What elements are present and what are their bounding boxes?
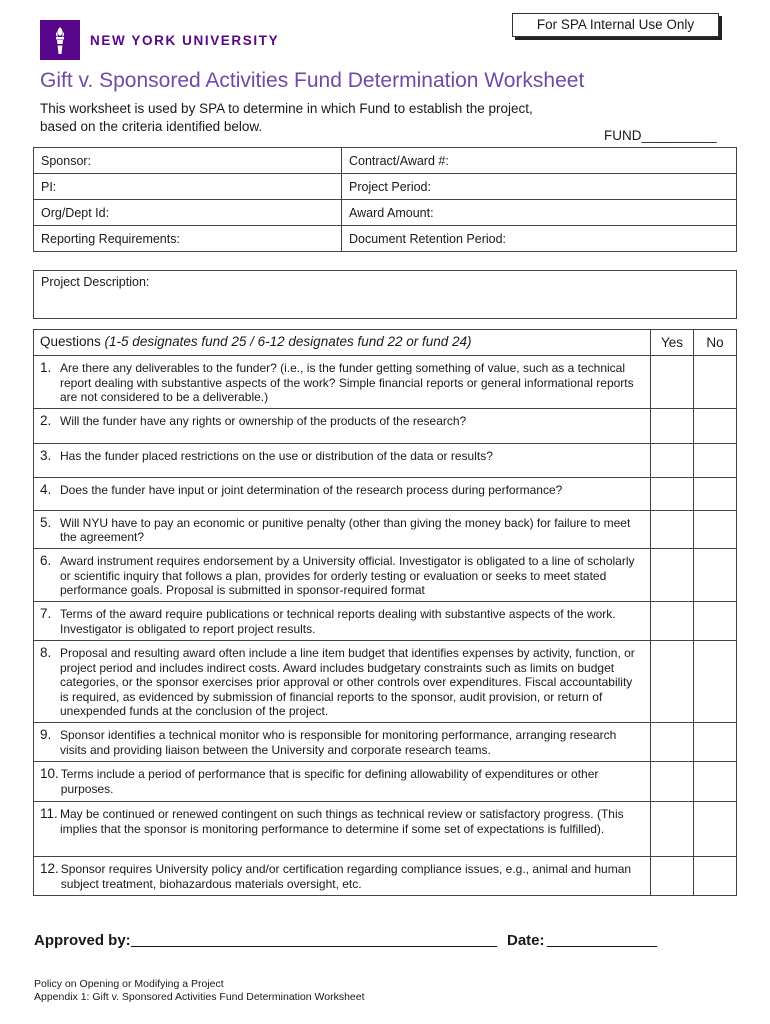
project-period-field[interactable]: Project Period:: [342, 174, 737, 200]
questions-table: [33, 329, 737, 896]
question-number: 8.: [40, 644, 52, 660]
no-checkbox[interactable]: [694, 601, 737, 640]
question-row: [34, 722, 737, 761]
question-text: Will the funder have any rights or ownership of the products of the research?: [60, 413, 467, 428]
footer-line-2: Appendix 1: Gift v. Sponsored Activities Fund Determination Worksheet: [34, 990, 365, 1003]
question-number: 6.: [40, 552, 52, 568]
question-number: 10.: [40, 765, 59, 781]
yes-checkbox[interactable]: [651, 801, 694, 856]
no-checkbox[interactable]: [694, 548, 737, 601]
question-text: Has the funder placed restrictions on the use or distribution of the data or results?: [60, 448, 493, 463]
info-row: [34, 200, 737, 226]
question-number: 1.: [40, 360, 52, 375]
question-number: 3.: [40, 447, 52, 463]
question-text: Will NYU have to pay an economic or punitive penalty (other than giving the money back) for failure to meet the agreement?: [60, 515, 631, 545]
project-info-table: [33, 147, 737, 252]
yes-checkbox[interactable]: [651, 510, 694, 548]
no-checkbox[interactable]: [694, 761, 737, 801]
no-header: No: [694, 330, 737, 356]
question-text: Are there any deliverables to the funder? (i.e., is the funder getting something of value, such as a technical report dealing with substantive aspects of the work? Simple financial reports or general informational reports are not considered to be a deliverable.): [60, 361, 634, 405]
question-number: 4.: [40, 481, 52, 497]
project-description-field[interactable]: [33, 270, 737, 319]
pi-field[interactable]: PI:: [34, 174, 342, 200]
question-row: [34, 477, 737, 510]
no-checkbox[interactable]: [694, 801, 737, 856]
org-dept-field[interactable]: Org/Dept Id:: [34, 200, 342, 226]
intro-text: This worksheet is used by SPA to determine in which Fund to establish the project, based on the criteria identified below.: [40, 101, 533, 134]
internal-use-badge: For SPA Internal Use Only: [512, 13, 719, 37]
no-checkbox[interactable]: [694, 356, 737, 409]
no-checkbox[interactable]: [694, 510, 737, 548]
yes-checkbox[interactable]: [651, 722, 694, 761]
question-row: [34, 408, 737, 443]
no-checkbox[interactable]: [694, 477, 737, 510]
no-checkbox[interactable]: [694, 640, 737, 722]
page-footer: [34, 978, 365, 1003]
date-field[interactable]: [547, 946, 657, 947]
project-description-label: Project Description:: [41, 275, 150, 289]
question-row: [34, 443, 737, 477]
question-number: 11.: [40, 805, 58, 821]
university-name: NEW YORK UNIVERSITY: [90, 33, 280, 48]
no-checkbox[interactable]: [694, 856, 737, 895]
nyu-logo: [40, 20, 80, 60]
contract-award-field[interactable]: Contract/Award #:: [342, 148, 737, 174]
yes-checkbox[interactable]: [651, 443, 694, 477]
question-row: [34, 640, 737, 722]
yes-checkbox[interactable]: [651, 640, 694, 722]
question-text: Does the funder have input or joint determination of the research process during performance?: [60, 482, 563, 497]
questions-label: Questions: [40, 334, 105, 350]
info-row: [34, 226, 737, 252]
yes-checkbox[interactable]: [651, 548, 694, 601]
page-title: Gift v. Sponsored Activities Fund Determination Worksheet: [40, 69, 585, 92]
yes-checkbox[interactable]: [651, 856, 694, 895]
question-text: Sponsor identifies a technical monitor who is responsible for monitoring performance, arranging research visits and providing liaison between the University and corporate research teams.: [60, 727, 617, 757]
no-checkbox[interactable]: [694, 722, 737, 761]
question-number: 12.: [40, 860, 59, 876]
questions-note: (1-5 designates fund 25 / 6-12 designates fund 22 or fund 24): [104, 334, 472, 350]
question-text: Sponsor requires University policy and/or certification regarding compliance issues, e.g., animal and human subject treatment, biohazardous materials oversight, etc.: [60, 861, 632, 891]
no-checkbox[interactable]: [694, 443, 737, 477]
date-label: Date:: [507, 932, 545, 949]
yes-checkbox[interactable]: [651, 477, 694, 510]
approved-by-field[interactable]: [131, 946, 497, 947]
info-row: [34, 148, 737, 174]
footer-line-1: Policy on Opening or Modifying a Project: [34, 978, 224, 990]
question-text: Terms of the award require publications or technical reports dealing with substantive aspects of the work. Investigator is obligated to report project results.: [60, 606, 616, 636]
approved-by-label: Approved by:: [34, 932, 131, 949]
question-number: 2.: [40, 412, 52, 428]
question-row: [34, 356, 737, 409]
question-number: 5.: [40, 514, 52, 530]
torch-icon: [40, 20, 80, 60]
sponsor-field[interactable]: Sponsor:: [34, 148, 342, 174]
question-text: Terms include a period of performance that is specific for defining allowability of expenditures or other purposes.: [60, 766, 599, 796]
questions-header: [34, 330, 651, 356]
no-checkbox[interactable]: [694, 408, 737, 443]
question-text: Award instrument requires endorsement by a University official. Investigator is obligated to a line of scholarly or scientific inquiry that follows a plan, provides for orderly testing or evaluation or seeks to meet stated performance goals. Proposal is submitted in sponsor-required format: [60, 553, 635, 598]
fund-field[interactable]: FUND__________: [604, 128, 717, 143]
question-number: 9.: [40, 726, 52, 742]
yes-checkbox[interactable]: [651, 408, 694, 443]
yes-checkbox[interactable]: [651, 356, 694, 409]
question-row: [34, 856, 737, 895]
document-retention-field[interactable]: Document Retention Period:: [342, 226, 737, 252]
info-row: [34, 174, 737, 200]
questions-header-row: [34, 330, 737, 356]
award-amount-field[interactable]: Award Amount:: [342, 200, 737, 226]
question-row: [34, 601, 737, 640]
yes-checkbox[interactable]: [651, 761, 694, 801]
yes-checkbox[interactable]: [651, 601, 694, 640]
question-text: Proposal and resulting award often include a line item budget that identifies expenses by activity, function, or project period and includes indirect costs. Award includes budgetary constraints such as limits on budget categories, or the sponsor exercises prior approval or other controls over expenditures. Fiscal accountability is required, as evidenced by submission of financial reports to the sponsor, audit provision, or return of unexpended funds at the conclusion of the project.: [60, 645, 635, 719]
reporting-requirements-field[interactable]: Reporting Requirements:: [34, 226, 342, 252]
question-row: [34, 801, 737, 856]
question-text: May be continued or renewed contingent on such things as technical review or satisfactory progress. (This implies that the sponsor is monitoring performance to determine if some set of expectations is fulfilled).: [60, 806, 624, 836]
yes-header: Yes: [651, 330, 694, 356]
question-row: [34, 510, 737, 548]
question-row: [34, 548, 737, 601]
question-number: 7.: [40, 605, 52, 621]
question-row: [34, 761, 737, 801]
